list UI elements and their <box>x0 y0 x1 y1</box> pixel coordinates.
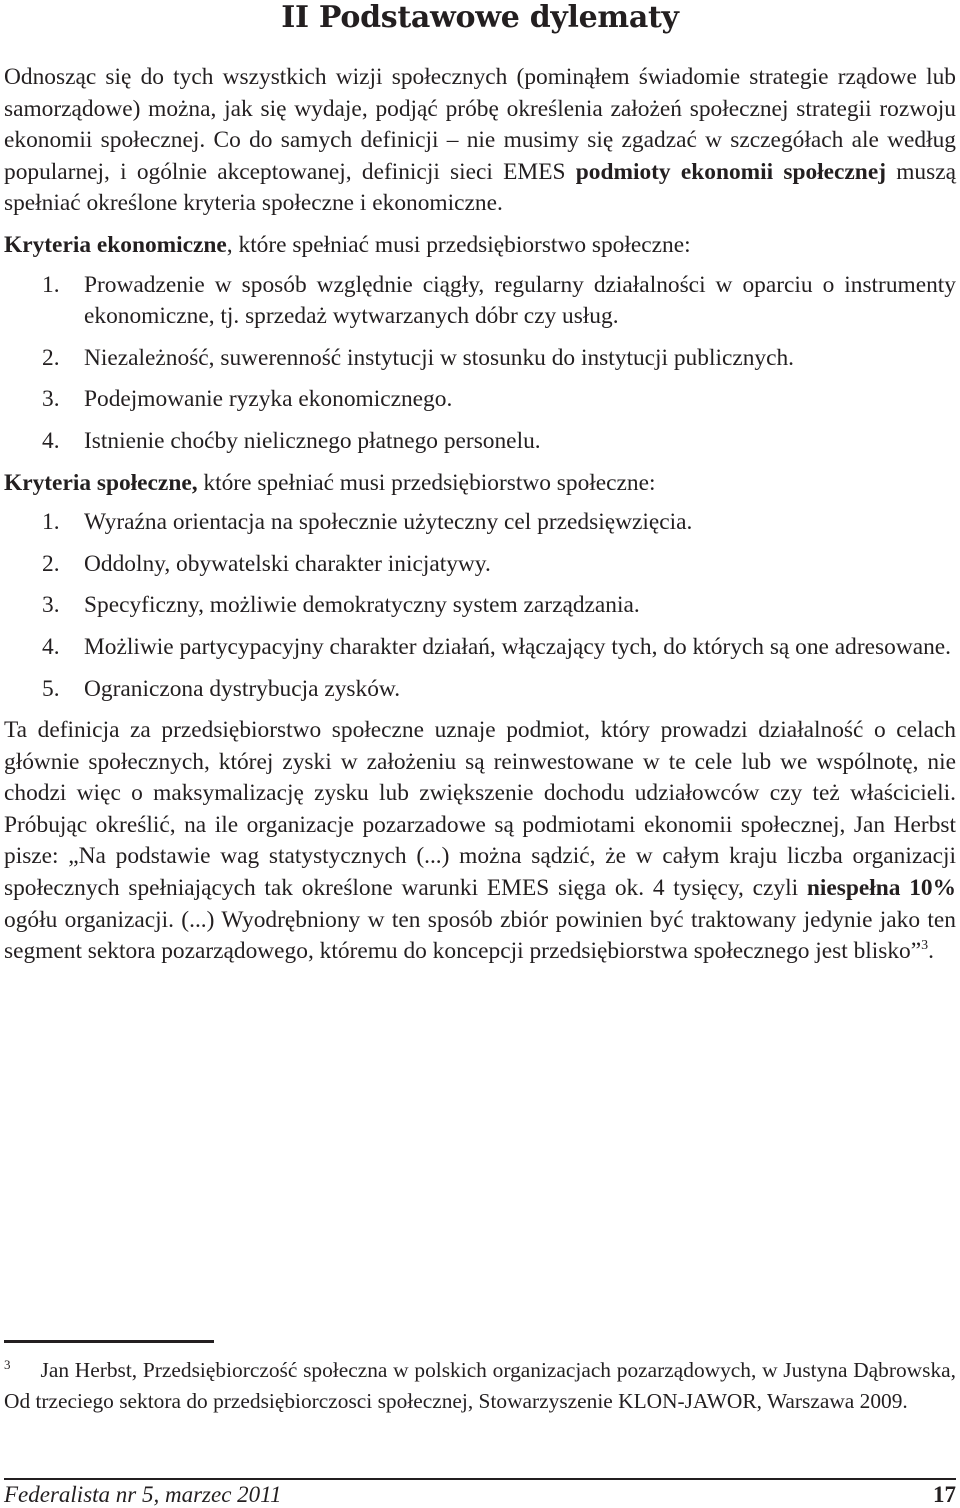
footnote-mark: 3 <box>4 1357 11 1372</box>
list-item <box>4 507 956 539</box>
list-text: Ograniczona dystrybucja zysków. <box>84 675 401 702</box>
list-text: Możliwie partycypacyjny charakter działań, włączający tych, do których są one adresowane. <box>84 633 952 660</box>
economic-criteria-heading <box>4 230 956 262</box>
social-heading-bold: Kryteria społeczne, <box>4 469 198 496</box>
list-item <box>4 632 956 664</box>
list-item <box>4 343 956 375</box>
footnote-divider <box>4 1340 214 1343</box>
social-heading-rest: które spełniać musi przedsiębiorstwo społeczne: <box>197 469 656 496</box>
list-text: Niezależność, suwerenność instytucji w stosunku do instytucji publicznych. <box>84 344 795 371</box>
list-item <box>4 426 956 458</box>
footer-publication: Federalista nr 5, marzec 2011 <box>4 1482 282 1507</box>
footer-divider <box>4 1478 956 1480</box>
page-number: 17 <box>933 1482 956 1507</box>
closing-text-3: . <box>928 938 934 965</box>
list-number: 2. <box>42 344 60 371</box>
social-criteria-list <box>4 507 956 705</box>
page-title: II Podstawowe dylematy <box>281 0 679 35</box>
list-number: 4. <box>42 427 60 454</box>
intro-bold: podmioty ekonomii społecznej <box>575 158 886 185</box>
list-number: 1. <box>42 509 60 536</box>
closing-text-1: Ta definicja za przedsiębiorstwo społeczne uznaje podmiot, który prowadzi działalność o celach głównie społecznych, której zyski w założeniu są reinwestowane w te cele lub we wspólnotę, nie chodzi więc o maksymalizację zysku lub zwiększenie dochodu udziałowców czy też właścicieli. Próbując określić, na ile organizacje pozarzadowe są podmiotami ekonomii społecznej, Jan Herbst pisze: „Na podstawie wag statystycznych (...) można sądzić, że w całym kraju liczba organizacji społecznych spełniających tak określone warunki EMES sięga ok. 4 tysięcy, czyli <box>4 717 956 902</box>
list-text: Istnienie choćby nielicznego płatnego personelu. <box>84 427 541 454</box>
list-number: 3. <box>42 592 60 619</box>
list-number: 3. <box>42 386 60 413</box>
social-criteria-heading <box>4 468 956 500</box>
list-item <box>4 674 956 706</box>
list-number: 4. <box>42 633 60 660</box>
list-item <box>4 590 956 622</box>
intro-text-2: muszą spełniać określone kryteria społeczne i ekonomiczne. <box>4 158 956 217</box>
closing-text-2: ogółu organizacji. (...) Wyodrębniony w ten sposób zbiór powinien być traktowany jedynie jako ten segment sektora pozarządowego, któremu do koncepcji przedsiębiorstwa społecznego jest blisko” <box>4 906 956 965</box>
list-text: Specyficzny, możliwie demokratyczny system zarządzania. <box>84 592 640 619</box>
list-item <box>4 549 956 581</box>
closing-bold: niespełna 10% <box>806 875 957 902</box>
list-item <box>4 270 956 333</box>
list-text: Oddolny, obywatelski charakter inicjatywy. <box>84 550 491 577</box>
footnote-reference[interactable]: 3 <box>921 938 929 954</box>
intro-paragraph <box>4 62 956 220</box>
list-number: 2. <box>42 550 60 577</box>
list-item <box>4 384 956 416</box>
list-number: 5. <box>42 675 60 702</box>
list-number: 1. <box>42 271 60 298</box>
list-text: Podejmowanie ryzyka ekonomicznego. <box>84 386 453 413</box>
economic-heading-bold: Kryteria ekonomiczne <box>4 231 227 258</box>
footnote-text: Jan Herbst, Przedsiębiorczość społeczna w polskich organizacjach pozarządowych, w Justyna Dąbrowska, Od trzeciego sektora do przedsiębiorczosci społecznej, Stowarzyszenie KLON-JAWOR, Warszawa 2009. <box>4 1358 956 1414</box>
footnote <box>4 1349 956 1417</box>
economic-heading-rest: , które spełniać musi przedsiębiorstwo społeczne: <box>226 231 691 258</box>
list-text: Prowadzenie w sposób względnie ciągły, regularny działalności w oparciu o instrumenty ekonomiczne, tj. sprzedaż wytwarzanych dóbr czy usług. <box>84 271 956 330</box>
intro-text-1: Odnosząc się do tych wszystkich wizji społecznych (pominąłem świadomie strategie rządowe lub samorządowe) można, jak się wydaje, podjąć próbę określenia założeń społecznej strategii rozwoju ekonomii społecznej. Co do samych definicji – nie musimy się zgadzać w szczegółach ale według popularnej, i ogólnie akceptowanej, definicji sieci EMES <box>4 64 956 185</box>
article-body <box>4 62 956 968</box>
economic-criteria-list <box>4 270 956 458</box>
list-text: Wyraźna orientacja na społecznie użyteczny cel przedsięwzięcia. <box>84 509 693 536</box>
closing-paragraph <box>4 715 956 968</box>
